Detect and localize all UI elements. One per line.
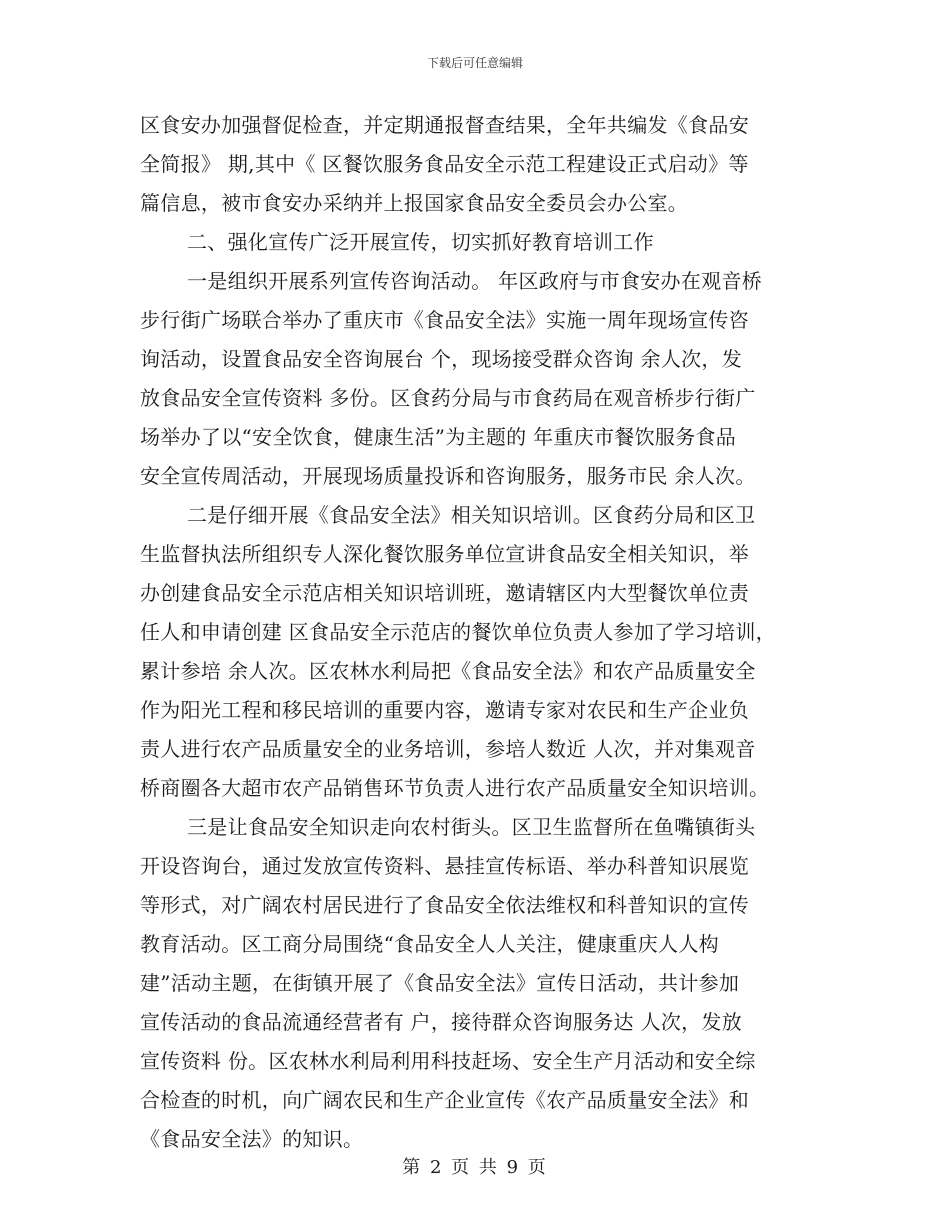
- text-line: 宣传资料 份。区农林水利局利用科技赶场、安全生产月活动和安全综: [140, 1049, 756, 1073]
- text-line: 办创建食品安全示范店相关知识培训班，邀请辖区内大型餐饮单位责: [140, 581, 749, 605]
- text-line: 区食安办加强督促检查，并定期通报督查结果，全年共编发《食品安: [140, 113, 749, 137]
- text-line: 合检查的时机，向广阔农民和生产企业宣传《农产品质量安全法》和: [140, 1088, 749, 1112]
- text-line: 累计参培 余人次。区农林水利局把《食品安全法》和农产品质量安全: [140, 659, 756, 683]
- text-line: 二、强化宣传广泛开展宣传，切实抓好教育培训工作: [187, 230, 654, 254]
- text-line: 开设咨询台，通过发放宣传资料、悬挂宣传标语、举办科普知识展览: [140, 854, 749, 878]
- text-line: 宣传活动的食品流通经营者有 户，接待群众咨询服务达 人次，发放: [140, 1010, 743, 1034]
- document-body: [140, 106, 820, 1159]
- text-line: 等形式，对广阔农村居民进行了食品安全依法维权和科普知识的宣传: [140, 893, 749, 917]
- text-line: 生监督执法所组织专人深化餐饮服务单位宣讲食品安全相关知识，举: [140, 542, 749, 566]
- text-line: 篇信息，被市食安办采纳并上报国家食品安全委员会办公室。: [140, 191, 689, 215]
- text-line: 建”活动主题，在街镇开展了《食品安全法》宣传日活动，共计参加: [140, 971, 740, 995]
- text-line: 桥商圈各大超市农产品销售环节负责人进行农产品质量安全知识培训。: [140, 776, 770, 800]
- text-line: 教育活动。区工商分局围绕“食品安全人人关注，健康重庆人人构: [140, 932, 719, 956]
- text-line: 责人进行农产品质量安全的业务培训，参培人数近 人次，并对集观音: [140, 737, 756, 761]
- text-line: 全简报》 期,其中《 区餐饮服务食品安全示范工程建设正式启动》等: [140, 152, 749, 176]
- text-line: 步行街广场联合举办了重庆市《食品安全法》实施一周年现场宣传咨: [140, 308, 749, 332]
- text-line: 《食品安全法》的知识。: [140, 1127, 364, 1151]
- text-line: 任人和申请创建 区食品安全示范店的餐饮单位负责人参加了学习培训，: [140, 620, 776, 644]
- text-line: 询活动，设置食品安全咨询展台 个，现场接受群众咨询 余人次，发: [140, 347, 743, 371]
- text-line: 二是仔细开展《食品安全法》相关知识培训。区食药分局和区卫: [187, 503, 756, 527]
- page-header-note: 下载后可任意编辑: [426, 56, 523, 70]
- text-line: 放食品安全宣传资料 多份。区食药分局与市食药局在观音桥步行街广: [140, 386, 756, 410]
- text-line: 作为阳光工程和移民培训的重要内容，邀请专家对农民和生产企业负: [140, 698, 749, 722]
- text-line: 一是组织开展系列宣传咨询活动。 年区政府与市食安办在观音桥: [187, 269, 763, 293]
- text-line: 安全宣传周活动，开展现场质量投诉和咨询服务，服务市民 余人次。: [140, 464, 756, 488]
- page-footer-indicator: 第 2 页 共 9 页: [402, 1157, 548, 1178]
- text-line: 三是让食品安全知识走向农村街头。区卫生监督所在鱼嘴镇街头: [187, 815, 756, 839]
- text-line: 场举办了以“安全饮食，健康生活”为主题的 年重庆市餐饮服务食品: [140, 425, 737, 449]
